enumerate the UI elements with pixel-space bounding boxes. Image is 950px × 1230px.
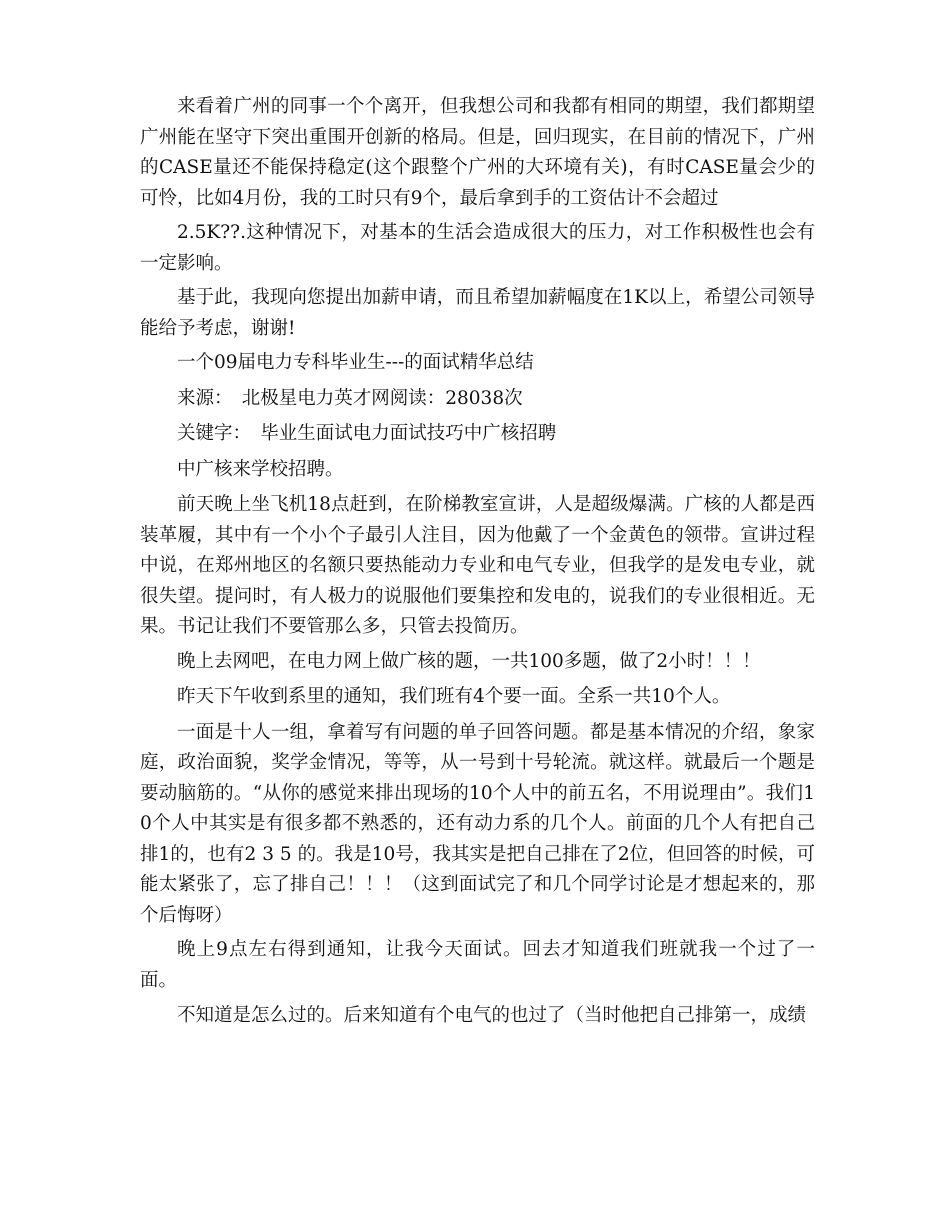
paragraph-first-interview: 一面是十人一组，拿着写有问题的单子回答问题。都是基本情况的介绍，象家庭，政治面貌，奖学金情况，等等，从一号到十号轮流。就这样。就最后一个题是要动脑筋的。“从你的感觉来排出现场的10个人中的前五名，不用说理由”。我们10个人中其实是有很多都不熟悉的，还有动力系的几个人。前面的几个人有把自己排1的，也有2 3 5 的。我是10号，我其实是把自己排在了2位，但回答的时候，可能太紧张了，忘了排自己！！！（这到面试完了和几个同学讨论是才想起来的，那个后悔呀） (140, 721, 815, 926)
paragraph-online-test: 晚上去网吧，在电力网上做广核的题，一共100多题，做了2小时！！！ (177, 650, 761, 672)
paragraph-salary-pressure: 2.5K??.这种情况下，对基本的生活会造成很大的压力，对工作积极性也会有一定影响。 (140, 222, 815, 274)
article-title: 一个09届电力专科毕业生---的面试精华总结 (177, 352, 534, 373)
paragraph-notification: 昨天下午收到系里的通知，我们班有4个要一面。全系一共10个人。 (177, 686, 731, 707)
paragraph-presentation: 前天晚上坐飞机18点赶到，在阶梯教室宣讲，人是超级爆满。广核的人都是西装革履，其中有一个小个子最引人注目，因为他戴了一个金黄色的领带。宣讲过程中说，在郑州地区的名额只要热能动力专业和电气专业，但我学的是发电专业，就很失望。提问时，有人极力的说服他们要集控和发电的，说我们的专业很相近。无果。书记让我们不要管那么多，只管去投简历。 (140, 494, 815, 637)
paragraph-raise-request: 基于此，我现向您提出加薪申请，而且希望加薪幅度在1K以上，希望公司领导能给予考虑，谢谢! (140, 287, 815, 339)
paragraph-how-passed: 不知道是怎么过的。后来知道有个电气的也过了（当时他把自己排第一，成绩 (177, 1005, 807, 1026)
paragraph-guangzhou-colleagues: 来看着广州的同事一个个离开，但我想公司和我都有相同的期望，我们都期望广州能在坚守下突出重围开创新的格局。但是，回归现实，在目前的情况下，广州的CASE量还不能保持稳定(这个跟整个广州的大环境有关)，有时CASE量会少的可怜，比如4月份，我的工时只有9个，最后拿到手的工资估计不会超过 (140, 96, 815, 209)
paragraph-recruitment-intro: 中广核来学校招聘。 (177, 458, 344, 480)
article-source: 来源： 北极星电力英才网阅读：28038次 (177, 387, 523, 409)
document-body (140, 92, 815, 1037)
paragraph-passed-first: 晚上9点左右得到通知，让我今天面试。回去才知道我们班就我一个过了一面。 (140, 939, 815, 991)
article-keywords: 关键字： 毕业生面试电力面试技巧中广核招聘 (177, 423, 557, 444)
